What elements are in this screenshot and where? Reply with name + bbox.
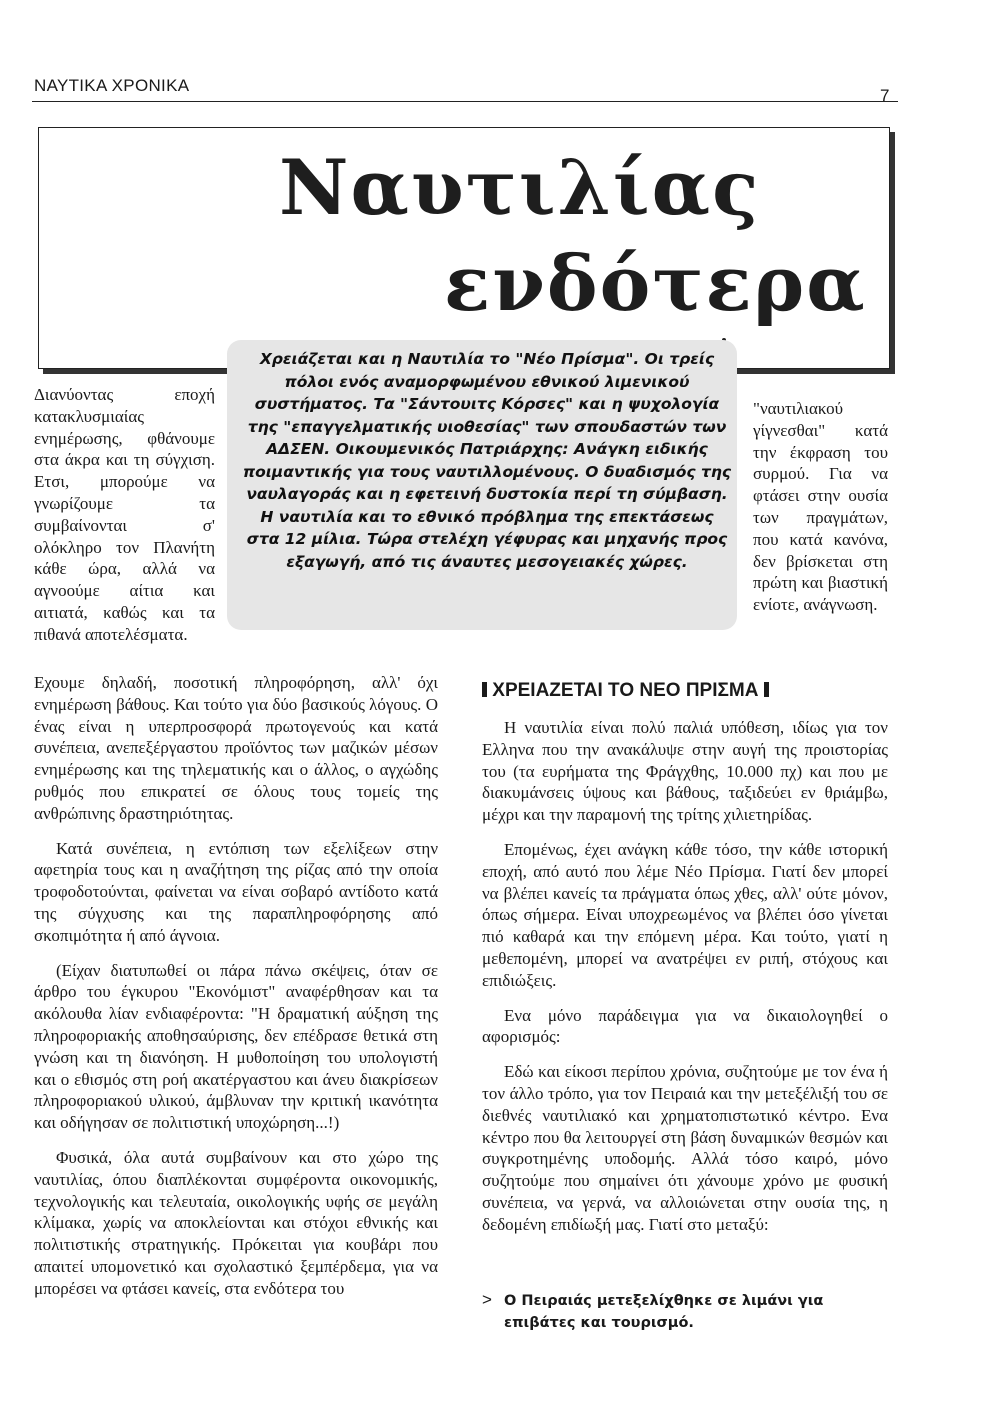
right-paragraph-3: Ενα μόνο παράδειγμα για να δικαιολογηθεί ο αφορισμός: (482, 1005, 888, 1047)
bullet-marker: > (482, 1290, 492, 1309)
left-paragraph-2: Κατά συνέπεια, η εντόπιση των εξελίξεων στην αφετηρία τους και η αναζήτηση της ρίζας από την οποία τροφοδοτούνται, φαίνεται να είναι σοβαρό αντίδοτο κατά της σύγχυσης και της παραπληροφόρησης από σκοπιμότητα ή από άγνοια. (34, 838, 438, 945)
right-intro-text: "ναυτιλιακού γίγνεσθαι" κατά την έκφραση του συρμού. Για να φτάσει στην ουσία των πραγμάτων, που κατά κανόνα, δεν βρίσκεται στη πρώτη και βιαστική ενίοτε, ανάγνωση. (753, 399, 888, 615)
bullet-text: Ο Πειραιάς μετεξελίχθηκε σε λιμάνι για επιβάτες και τουρισμό. (504, 1293, 824, 1331)
left-body-column (34, 672, 438, 1313)
left-paragraph-1: Εχουμε δηλαδή, ποσοτική πληροφόρηση, αλλ' όχι ενημέρωση βάθους. Και τούτο για δύο βασικούς λόγους. Ο ένας είναι η υπερπροσφορά πρωτογενούς και κατά συνέπεια, ανεπεξέργαστου προϊόντος των μαζικών μέσων ενημέρωσης και της τηλεματικής και ο άλλος, ο αγχώδης ρυθμός που επικρατεί σε όλους τους τομείς της ανθρώπινης δραστηριότητας. (34, 673, 438, 823)
heading-bar-left (482, 682, 487, 697)
left-intro-text: Διανύοντας εποχή κατακλυσμιαίας ενημέρωσης, φθάνουμε στα άκρα και τη σύγχιση. Ετσι, μπορούμε να γνωρίζουμε τα συμβαίνονται σ' ολόκληρο τον Πλανήτη κάθε ώρα, αλλά να αγνοούμε αίτια και αιτιατά, καθώς και τα πιθανά αποτελέσματα. (34, 385, 215, 644)
right-paragraph-1: Η ναυτιλία είναι πολύ παλιά υπόθεση, ιδίως για τον Ελληνα που την ανακάλυψε στην αυγή της προιστορίας του (τα ευρήματα της Φράγχθης, 10.000 πχ) και που με διακυμάνσεις ύψους και βάθους, ταξιδεύει εν θριάμβω, μέχρι και την παραμονή της τρίτης χιλιετηρίδας. (482, 718, 888, 825)
right-paragraph-2: Επομένως, έχει ανάγκη κάθε τόσο, την κάθε ιστορική εποχή, από αυτό που λέμε Νέο Πρίσμα. Γιατί δεν μπορεί να βλέπει κανείς τα πράγματα όπως χθες, αλλ' ούτε μόνον, όπως σήμερα. Είναι υποχρεωμένος να βλέπει όσο γίνεται πιό καθαρά και την επόμενη μέρα. Και τούτο, γιατί η μεθεπομένη, μπορεί να ανατρέψει εν ριπή, στόχους και επιδιώξεις. (482, 839, 888, 990)
heading-bar-right (764, 682, 769, 697)
header-divider (32, 101, 898, 102)
running-header-title: ΝΑΥΤΙΚΑ ΧΡΟΝΙΚΑ (34, 76, 190, 95)
headline-box (38, 127, 890, 369)
page-number: 7 (880, 86, 890, 105)
headline-line-2: ενδότερα (444, 239, 867, 328)
right-body-column (482, 717, 888, 1249)
section-heading-text: ΧΡΕΙΑΖΕΤΑΙ ΤΟ ΝΕΟ ΠΡΙΣΜΑ (492, 680, 759, 701)
right-paragraph-4: Εδώ και είκοσι περίπου χρόνια, συζητούμε με τον ένα ή τον άλλο τρόπο, για τον Πειραιά και την μετεξέλιξή του σε διεθνές ναυτιλιακό και χρηματοπιστωτικό κέντρο. Ενα κέντρο που θα λειτουργεί στη βάση δυναμικών θεσμών και συγκροτημένης υποδομής. Αλλά τόσο καιρό, μόνο συζητούμε που σημαίνει ότι χάνουμε χρόνο με φυσική συνέπεια, να γερνά, να αλλοιώνεται στην ουσία της, η δεδομένη επιδίωξή μας. Γιατί στο μεταξύ: (482, 1062, 888, 1234)
left-paragraph-3: (Είχαν διατυπωθεί οι πάρα πάνω σκέψεις, όταν σε άρθρο του έγκυρου "Εκονόμιστ" αναφέρθησαν και τα ακόλουθα λίαν ενδιαφέροντα: "Η δραματική αύξηση της πληροφοριακής αποθησαύρισης, δεν επέδρασε θετικά στη γνώση και τη διανόηση. Η μυθοποίηση του υπολογιστή και ο εθισμός στη ροή ακατέργαστου και άνευ διακρίσεων πληροφοριακού υλικού, άμβλυναν την κριτική ικανότητα και οδήγησαν σε πολιτιστική υποχώρηση...!) (34, 960, 438, 1133)
headline-line-1: Ναυτιλίας (279, 143, 761, 232)
left-paragraph-4: Φυσικά, όλα αυτά συμβαίνουν και στο χώρο της ναυτιλίας, όπου διαπλέκονται συμφέροντα οικονομικής, τεχνολογικής και τελευταία, οικολογικής υφής σε μεγάλη κλίμακα, χωρίς να αποκλείονται και στόχοι εθνικής και πολιτιστικής στρατηγικής. Πρόκειται για κουβάρι που απαιτεί υπομονετικό και σχολαστικό ξεμπέρδεμα, για να μπορέσει να φτάσει κανείς, στα ενδότερα του (34, 1147, 438, 1298)
section-heading (482, 680, 769, 702)
summary-text: Χρειάζεται και η Ναυτιλία το "Νέο Πρίσμα". Οι τρείς πόλοι ενός αναμορφωμένου εθνικού λιμενικού συστήματος. Τα "Σάντουιτς Κόρσες" και η ψυχολογία της "επαγγελματικής υιοθεσίας" των σπουδαστών των ΑΔΣΕΝ. Οικουμενικός Πατριάρχης: Ανάγκη ειδικής ποιμαντικής για τους ναυτιλλομένους. Ο δυαδισμός της ναυλαγοράς και η εφετεινή δυστοκία περί τη σύμβαση. Η ναυτιλία και το εθνικό πρόβλημα της επεκτάσεως στα 12 μίλια. Τώρα στελέχη γέφυρας και μηχανής προς εξαγωγή, από τις άναυτες μεσογειακές χώρες. (242, 350, 732, 571)
